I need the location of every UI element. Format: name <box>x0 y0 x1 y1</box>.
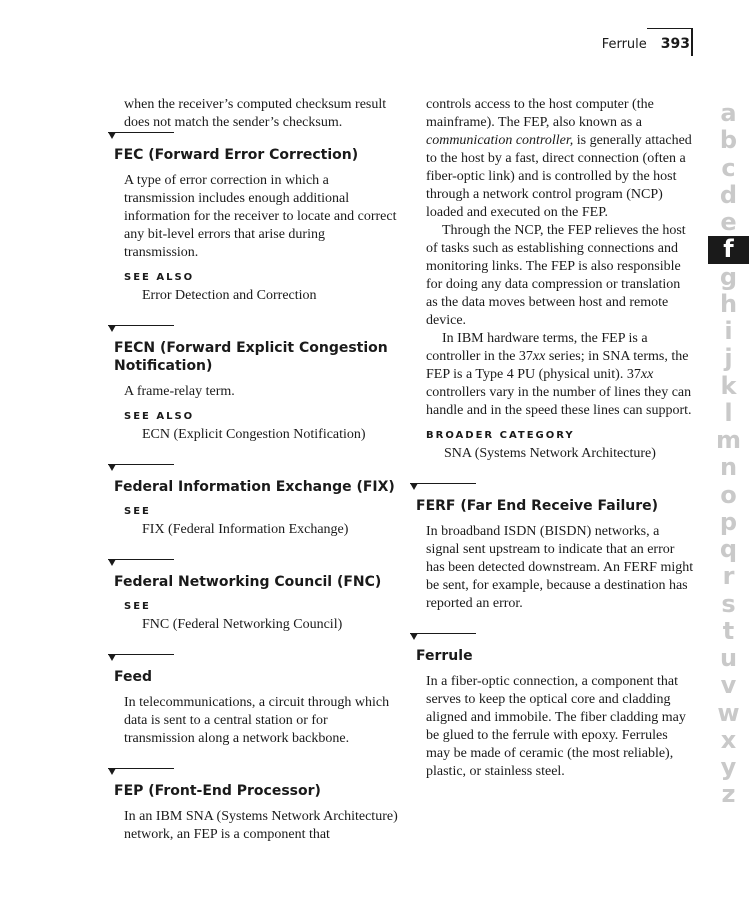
see-label: SEE <box>124 601 151 612</box>
thumb-index-z[interactable]: z <box>721 780 736 809</box>
entry-marker <box>108 768 174 778</box>
thumb-index-n[interactable]: n <box>719 453 738 482</box>
thumb-index-j[interactable]: j <box>724 344 733 373</box>
thumb-index-s[interactable]: s <box>721 589 736 618</box>
italic-xx: xx <box>640 367 654 382</box>
entry-fnc <box>108 559 398 634</box>
entry-term: Federal Networking Council (FNC) <box>114 574 382 590</box>
entry-body: In a fiber-optic connection, a component that serves to keep the optical core and cladding aligned and immobile. The fiber cladding may be glued to the ferrule with epoxy. Ferrules may be made of ceramic (the most reliable), plastic, or stainless steel. <box>426 674 686 779</box>
entry-term: FEP (Front-End Processor) <box>114 783 321 799</box>
thumb-index-l[interactable]: l <box>724 398 733 427</box>
entry-ferrule <box>410 633 695 781</box>
entry-fep <box>108 768 398 844</box>
right-column <box>410 96 695 781</box>
page-number: 393 <box>660 36 690 52</box>
entry-term: FEC (Forward Error Correction) <box>114 147 359 163</box>
cross-reference: Error Detection and Correction <box>142 288 317 303</box>
fep-continued-paragraph <box>426 96 695 222</box>
fep-paragraph-2: Through the NCP, the FEP relieves the host of tasks such as establishing connections and monitoring links. The FEP is also responsible for doing any data compression or translation as the data moves between host and remote device. <box>426 223 686 328</box>
thumb-index-r[interactable]: r <box>722 562 735 591</box>
thumb-index-a[interactable]: a <box>720 99 737 127</box>
thumb-index-c[interactable]: c <box>721 153 736 182</box>
entry-marker <box>108 654 174 664</box>
thumb-index-x[interactable]: x <box>720 725 737 754</box>
header-rule-vertical <box>691 28 693 56</box>
entry-term: Feed <box>114 669 153 685</box>
entry-term: Ferrule <box>416 648 473 664</box>
cross-reference: ECN (Explicit Congestion Notification) <box>142 427 366 442</box>
entry-fix <box>108 464 398 539</box>
entry-marker <box>108 132 174 142</box>
entry-fec <box>108 132 398 305</box>
thumb-index-h[interactable]: h <box>719 289 738 318</box>
entry-marker <box>410 633 476 643</box>
text-run: In IBM hardware terms, the FEP is a controller in the 37 <box>426 331 648 364</box>
entry-marker <box>410 483 476 493</box>
alphabet-thumb-index <box>708 100 749 809</box>
italic-xx: xx <box>532 349 546 364</box>
thumb-index-b[interactable]: b <box>719 126 738 155</box>
text-run: series; in SNA terms, the FEP is a Type 4 PU (physical unit). 37 <box>426 349 689 382</box>
entry-feed <box>108 654 398 748</box>
cross-reference: FIX (Federal Information Exchange) <box>142 522 349 537</box>
broader-category-label: BROADER CATEGORY <box>426 430 575 441</box>
entry-term: Federal Information Exchange (FIX) <box>114 479 395 495</box>
see-label: SEE <box>124 506 151 517</box>
thumb-index-d[interactable]: d <box>719 180 738 209</box>
see-also-label: SEE ALSO <box>124 272 195 283</box>
italic-term: communication controller, <box>426 133 574 148</box>
entry-body: A frame-relay term. <box>124 384 235 399</box>
header-guide-word: Ferrule <box>601 37 647 52</box>
left-column <box>108 96 398 844</box>
entry-ferf <box>410 483 695 613</box>
entry-body: In telecommunications, a circuit through which data is sent to a central station or for transmission along a network backbone. <box>124 695 390 746</box>
thumb-index-f[interactable]: f <box>708 236 749 263</box>
entry-marker <box>108 559 174 569</box>
thumb-index-g[interactable]: g <box>719 262 738 291</box>
running-header <box>602 28 693 56</box>
continued-text: when the receiver’s computed checksum result does not match the sender’s checksum. <box>124 97 387 130</box>
thumb-index-w[interactable]: w <box>717 698 740 727</box>
entry-marker <box>108 464 174 474</box>
thumb-index-u[interactable]: u <box>719 644 738 672</box>
fep-paragraph-3 <box>426 330 695 420</box>
thumb-index-i[interactable]: i <box>724 317 733 345</box>
entry-body: In an IBM SNA (Systems Network Architecture) network, an FEP is a component that <box>124 809 398 842</box>
see-also-label: SEE ALSO <box>124 411 195 422</box>
thumb-index-m[interactable]: m <box>715 426 741 454</box>
text-run: controllers vary in the number of lines they can handle and in the speed these lines can support. <box>426 385 692 418</box>
entry-term: FERF (Far End Receive Failure) <box>416 498 659 514</box>
cross-reference: SNA (Systems Network Architecture) <box>444 446 656 461</box>
thumb-index-e[interactable]: e <box>720 208 737 236</box>
entry-body: A type of error correction in which a transmission includes enough additional information for the receiver to locate and correct any bit-level errors that arise during transmission. <box>124 173 397 260</box>
entry-term: FECN (Forward Explicit Congestion Notification) <box>114 340 388 374</box>
thumb-index-v[interactable]: v <box>720 671 737 700</box>
thumb-index-q[interactable]: q <box>719 535 738 563</box>
entry-marker <box>108 325 174 335</box>
text-run: is generally attached to the host by a fast, direct connection (often a fiber-optic link) and is controlled by the host through a network control program (NCP) loaded and executed on the FEP. <box>426 133 692 220</box>
thumb-index-o[interactable]: o <box>720 480 737 509</box>
thumb-index-p[interactable]: p <box>719 507 738 536</box>
cross-reference: FNC (Federal Networking Council) <box>142 617 343 632</box>
thumb-index-y[interactable]: y <box>720 753 737 781</box>
entry-fecn <box>108 325 398 444</box>
thumb-index-k[interactable]: k <box>720 371 737 400</box>
header-rule <box>647 28 693 29</box>
entry-body: In broadband ISDN (BISDN) networks, a signal sent upstream to indicate that an error has been detected downstream. An FERF might be sent, for example, because a destination has reported an error. <box>426 524 694 611</box>
text-run: controls access to the host computer (the mainframe). The FEP, also known as a <box>426 97 654 130</box>
thumb-index-t[interactable]: t <box>722 616 735 645</box>
